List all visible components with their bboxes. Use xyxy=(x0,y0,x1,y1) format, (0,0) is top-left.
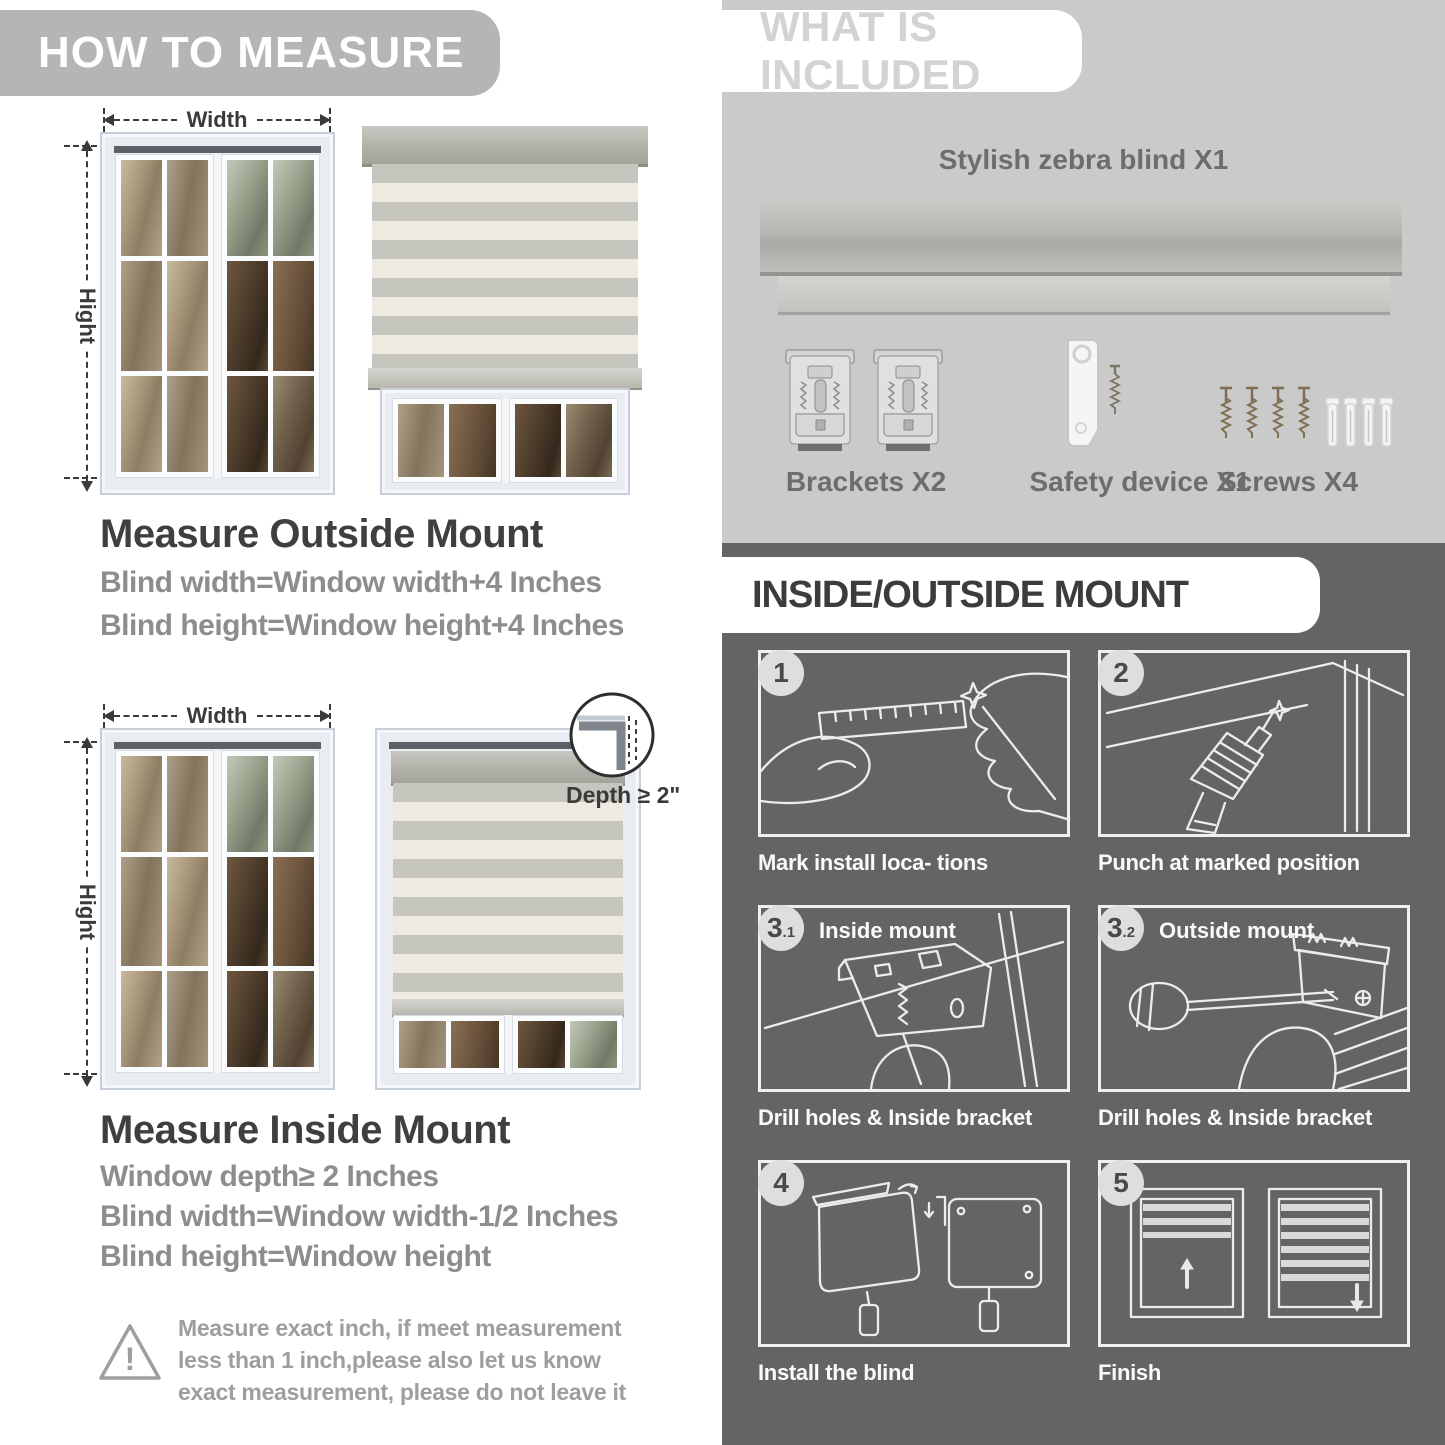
width-arrow xyxy=(103,703,331,729)
brackets-image xyxy=(784,346,948,458)
outside-height-formula: Blind height=Window height+4 Inches xyxy=(100,609,624,642)
depth-label: Depth ≥ 2" xyxy=(566,782,681,808)
step-badge: 3 .1 xyxy=(758,905,804,951)
arrow-down-icon xyxy=(81,481,93,492)
brackets-caption: Brackets X2 xyxy=(785,466,947,497)
window-sash xyxy=(221,750,320,1073)
inside-outside-mount-header xyxy=(722,557,1320,633)
svg-text:!: ! xyxy=(124,1341,136,1377)
magnifier-icon xyxy=(567,690,657,780)
step-caption: Drill holes & Inside bracket xyxy=(758,1105,1033,1130)
window-sash xyxy=(509,398,619,483)
blind-bottom-rail xyxy=(368,368,642,390)
inside-width-formula: Blind width=Window width-1/2 Inches xyxy=(100,1200,619,1233)
step-panel-2 xyxy=(1098,650,1410,837)
what-is-included-header xyxy=(722,3,1082,98)
step-caption: Mark install loca- tions xyxy=(758,850,988,875)
step-panel-4 xyxy=(758,1160,1070,1347)
safety-device-caption: Safety device X1 xyxy=(1029,466,1251,497)
height-arrow xyxy=(75,140,101,492)
inside-depth-formula: Window depth≥ 2 Inches xyxy=(100,1160,439,1193)
install-blind-illustration xyxy=(761,1163,1067,1344)
step-caption: Finish xyxy=(1098,1360,1161,1385)
arrow-up-icon xyxy=(81,737,93,748)
step-caption: Punch at marked position xyxy=(1098,850,1360,875)
finish-illustration xyxy=(1101,1163,1407,1344)
window-head-strip xyxy=(114,742,321,749)
height-label: Hight xyxy=(72,284,102,348)
step-badge: 2 xyxy=(1098,650,1144,696)
drill-illustration xyxy=(1101,653,1407,834)
how-to-measure-header xyxy=(0,10,500,96)
window-sash xyxy=(393,1015,505,1074)
inside-outside-mount-title: INSIDE/OUTSIDE MOUNT xyxy=(752,573,1189,616)
mark-locations-illustration xyxy=(761,653,1067,834)
measurement-warning-text: Measure exact inch, if meet measurement less than 1 inch,please also let us know exact measurement, please do not leave it xyxy=(178,1315,626,1406)
step-badge: 1 xyxy=(758,650,804,696)
headrail-underbar-image xyxy=(778,276,1390,315)
inside-mount-label: Inside mount xyxy=(819,918,956,943)
warning-icon xyxy=(96,1320,164,1386)
window-sash xyxy=(115,750,214,1073)
arrow-up-icon xyxy=(81,140,93,151)
window-sash xyxy=(221,154,320,478)
window-sash xyxy=(392,398,502,483)
height-arrow xyxy=(75,737,101,1087)
height-label: Hight xyxy=(72,880,102,944)
screws-image xyxy=(1218,382,1398,460)
width-label: Width xyxy=(186,703,248,728)
step-badge: 3 .2 xyxy=(1098,905,1144,951)
width-label: Width xyxy=(186,107,248,132)
measure-inside-heading: Measure Inside Mount xyxy=(100,1108,511,1152)
how-to-measure-title: HOW TO MEASURE xyxy=(38,28,465,77)
safety-device-image xyxy=(1058,332,1128,456)
window-head-strip xyxy=(114,146,321,153)
step-badge: 5 xyxy=(1098,1160,1144,1206)
headrail-image xyxy=(760,200,1402,276)
window-sash xyxy=(512,1015,624,1074)
blind-shade xyxy=(393,783,623,999)
outside-mount-label: Outside mount xyxy=(1159,918,1315,943)
outside-width-formula: Blind width=Window width+4 Inches xyxy=(100,566,602,599)
blind-cassette xyxy=(362,126,648,167)
measure-outside-heading: Measure Outside Mount xyxy=(100,512,543,556)
what-is-included-title: WHAT IS INCLUDED xyxy=(760,3,981,98)
window-illustration-outside xyxy=(100,132,335,495)
width-arrow xyxy=(103,107,331,133)
blind-item-title: Stylish zebra blind X1 xyxy=(938,144,1229,175)
step-panel-1 xyxy=(758,650,1070,837)
step-panel-3-2 xyxy=(1098,905,1410,1092)
screws-caption: Screws X4 xyxy=(1217,466,1359,497)
window-fragment xyxy=(380,388,630,495)
step-caption: Drill holes & Inside bracket xyxy=(1098,1105,1373,1130)
window-illustration-inside xyxy=(100,728,335,1090)
step-caption: Install the blind xyxy=(758,1360,915,1385)
blind-shade xyxy=(372,164,638,368)
step-panel-3-1 xyxy=(758,905,1070,1092)
window-sash xyxy=(115,154,214,478)
step-badge: 4 xyxy=(758,1160,804,1206)
arrow-down-icon xyxy=(81,1076,93,1087)
step-panel-5 xyxy=(1098,1160,1410,1347)
inside-height-formula: Blind height=Window height xyxy=(100,1240,491,1273)
